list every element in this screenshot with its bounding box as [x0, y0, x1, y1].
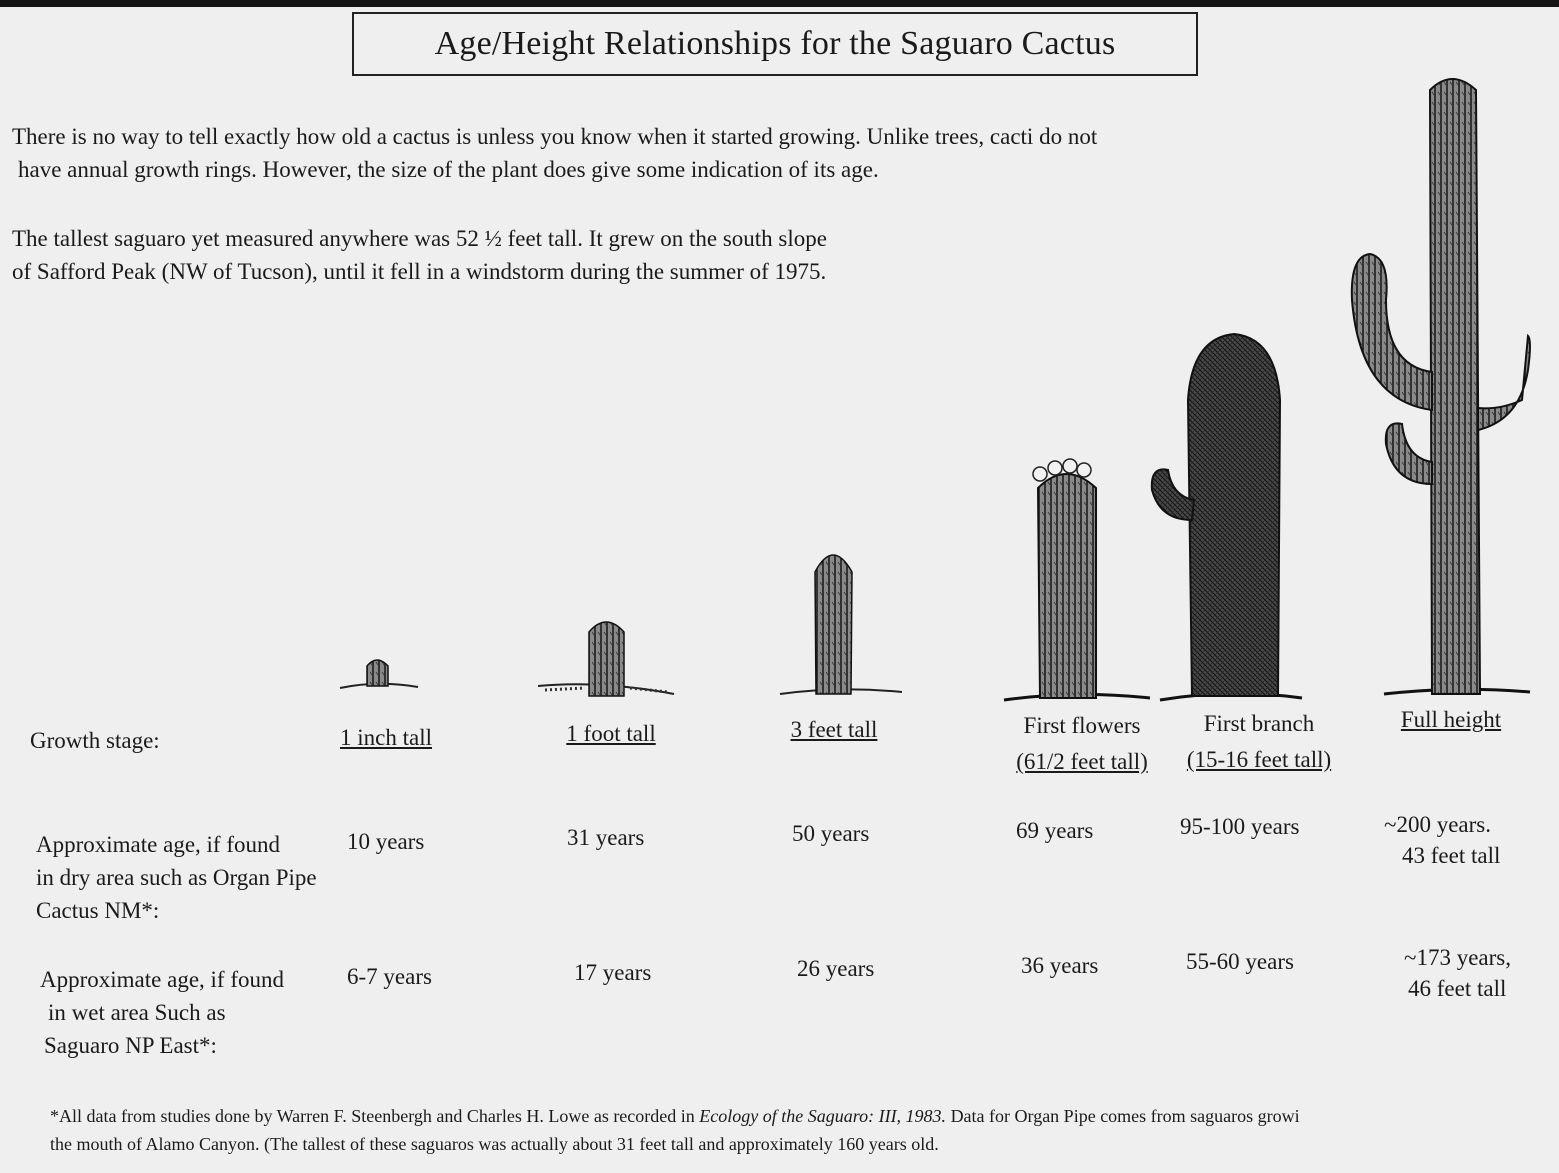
dry-label-line-3: Cactus NM*:	[36, 898, 160, 923]
wet-label-line-3: Saguaro NP East*:	[44, 1033, 217, 1058]
stage-first-flowers-height: (61/2 feet tall)	[1016, 749, 1148, 774]
wet-age-3-feet: 26 years	[797, 956, 875, 981]
wet-area-label	[40, 963, 284, 1062]
wet-age-full-height-line-2: 46 feet tall	[1408, 976, 1507, 1001]
wet-age-first-branch: 55-60 years	[1186, 949, 1294, 974]
stage-first-branch-height: (15-16 feet tall)	[1186, 747, 1332, 772]
stage-first-branch	[1176, 706, 1342, 778]
wet-age-1-inch: 6-7 years	[347, 964, 432, 989]
dry-age-3-feet: 50 years	[792, 821, 870, 846]
wet-age-first-flowers: 36 years	[1021, 953, 1099, 978]
footnote-line-1	[50, 1102, 1550, 1130]
intro-line-1: There is no way to tell exactly how old a cactus is unless you know when it started growing. Unlike trees, cacti do not	[12, 124, 1098, 149]
stage-1-inch: 1 inch tall	[340, 725, 432, 750]
dry-age-first-flowers: 69 years	[1016, 818, 1094, 843]
tallest-line-1: The tallest saguaro yet measured anywhere was 52 ½ feet tall. It grew on the south slope	[12, 226, 827, 251]
growth-stage-label: Growth stage:	[30, 728, 160, 753]
cactus-full-height-icon	[1352, 79, 1530, 694]
stage-1-foot: 1 foot tall	[566, 721, 656, 746]
cactus-3-feet-icon	[780, 555, 902, 694]
dry-age-1-inch: 10 years	[347, 829, 425, 854]
stage-first-branch-label: First branch	[1203, 711, 1315, 736]
wet-age-full-height	[1404, 942, 1511, 1004]
wet-age-1-foot: 17 years	[574, 960, 652, 985]
footnote-suffix: Data for Organ Pipe comes from saguaros growi	[946, 1106, 1300, 1126]
wet-label-line-1: Approximate age, if found	[40, 967, 284, 992]
dry-label-line-1: Approximate age, if found	[36, 832, 280, 857]
dry-label-line-2: in dry area such as Organ Pipe	[36, 865, 317, 890]
wet-age-full-height-line-1: ~173 years,	[1404, 945, 1511, 970]
stage-first-flowers	[1002, 708, 1162, 780]
footnote-prefix: *All data from studies done by Warren F. Steenbergh and Charles H. Lowe as recorded in	[50, 1106, 695, 1126]
wet-label-line-2: in wet area Such as	[48, 1000, 226, 1025]
dry-age-full-height-line-1: ~200 years.	[1384, 812, 1491, 837]
footnote	[50, 1102, 1550, 1158]
dry-age-full-height-line-2: 43 feet tall	[1402, 843, 1501, 868]
cactus-first-flowers-icon	[1004, 459, 1150, 700]
dry-area-label	[36, 828, 317, 927]
footnote-line-2: the mouth of Alamo Canyon. (The tallest of these saguaros was actually about 31 feet tall and approximately 160 years old.	[50, 1134, 939, 1154]
tallest-line-2: of Safford Peak (NW of Tucson), until it fell in a windstorm during the summer of 1975.	[12, 259, 827, 284]
cactus-1-foot-icon	[538, 622, 674, 696]
dry-age-1-foot: 31 years	[567, 825, 645, 850]
footnote-source-title: Ecology of the Saguaro: III, 1983.	[699, 1106, 947, 1126]
stage-full-height: Full height	[1400, 707, 1502, 732]
cactus-first-branch-icon	[1152, 334, 1302, 700]
dry-age-first-branch: 95-100 years	[1180, 814, 1300, 839]
intro-line-2: have annual growth rings. However, the size of the plant does give some indication of its age.	[18, 157, 879, 182]
page-title: Age/Height Relationships for the Saguaro Cactus	[352, 12, 1198, 76]
stage-3-feet: 3 feet tall	[790, 717, 878, 742]
stage-first-flowers-label: First flowers	[1023, 713, 1141, 738]
cactus-1-inch-icon	[340, 660, 418, 688]
dry-age-full-height	[1384, 809, 1500, 871]
